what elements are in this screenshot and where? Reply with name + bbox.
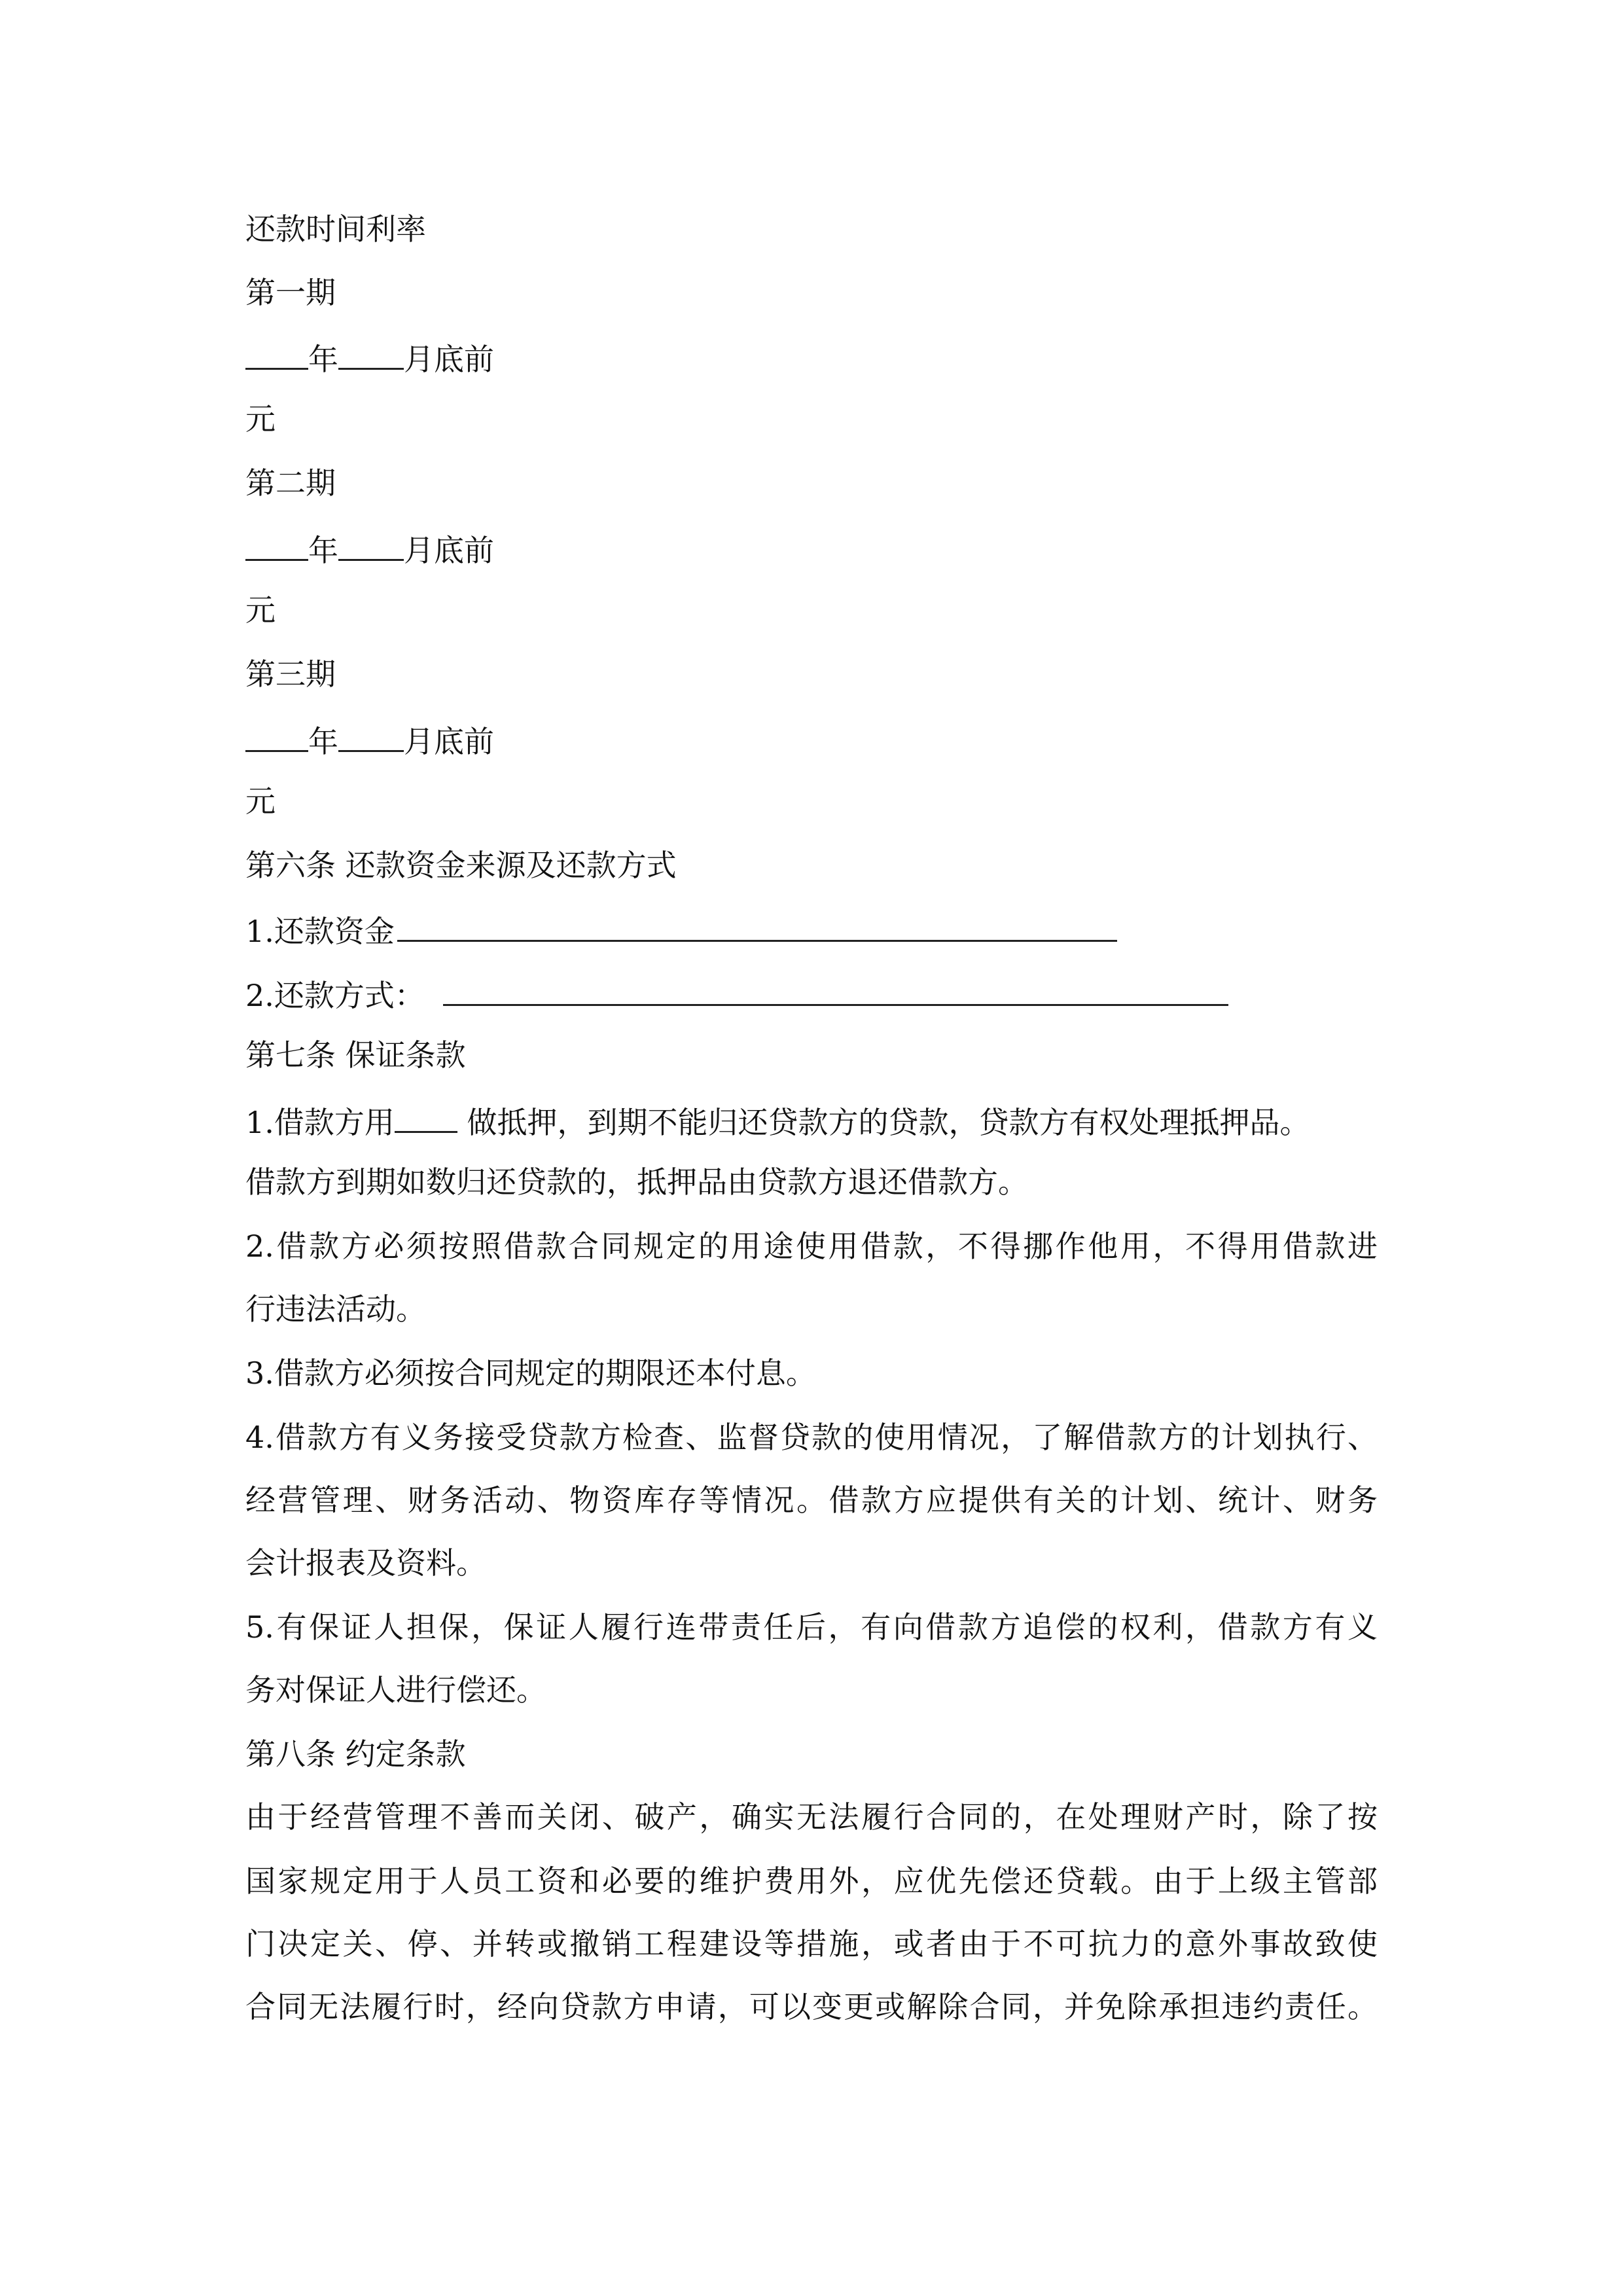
repayment-funds-label: 1.还款资金 [245, 914, 395, 949]
clause-1-text-a: 1.借款方用 [245, 1105, 395, 1140]
period-1-amount: 元 [245, 401, 276, 437]
guarantee-clause-1-cont: 借款方到期如数归还贷款的，抵押品由贷款方退还借款方。 [245, 1164, 1028, 1200]
period-1-date [245, 336, 494, 376]
year-blank [245, 528, 308, 561]
agreed-clause-line-3: 门决定关、停、并转或撤销工程建设等措施，或者由于不可抗力的意外事故致使 [245, 1926, 1378, 1962]
period-3-amount: 元 [245, 783, 276, 819]
period-3-label: 第三期 [245, 656, 336, 692]
clause-1-text-b: 做抵押，到期不能归还贷款方的贷款，贷款方有权处理抵押品。 [457, 1105, 1310, 1140]
agreed-clause-line-4: 合同无法履行时，经向贷款方申请，可以变更或解除合同，并免除承担违约责任。 [245, 1989, 1378, 2024]
month-blank [338, 528, 404, 561]
year-label: 年 [308, 533, 338, 568]
period-1-label: 第一期 [245, 275, 336, 310]
month-label: 月底前 [404, 533, 494, 568]
guarantee-clause-3: 3.借款方必须按合同规定的期限还本付息。 [245, 1355, 816, 1391]
guarantee-clause-4: 4.借款方有义务接受贷款方检查、监督贷款的使用情况，了解借款方的计划执行、 [245, 1420, 1378, 1455]
article-6-heading: 第六条 还款资金来源及还款方式 [245, 848, 677, 883]
article-8-heading: 第八条 约定条款 [245, 1736, 466, 1772]
guarantee-clause-5: 5.有保证人担保，保证人履行连带责任后，有向借款方追偿的权利，借款方有义 [245, 1609, 1378, 1645]
repayment-time-rate-heading: 还款时间利率 [245, 211, 426, 247]
guarantee-clause-4-end: 会计报表及资料。 [245, 1545, 486, 1581]
article-7-heading: 第七条 保证条款 [245, 1037, 466, 1073]
month-blank [338, 336, 404, 370]
guarantee-clause-4-cont: 经营管理、财务活动、物资库存等情况。借款方应提供有关的计划、统计、财务 [245, 1482, 1378, 1518]
repayment-funds-blank [397, 908, 1117, 942]
repayment-funds [245, 908, 1117, 948]
month-label: 月底前 [404, 724, 494, 759]
year-blank [245, 336, 308, 370]
guarantee-clause-2-cont: 行违法活动。 [245, 1291, 426, 1327]
year-blank [245, 719, 308, 752]
month-blank [338, 719, 404, 752]
guarantee-clause-5-cont: 务对保证人进行偿还。 [245, 1672, 546, 1708]
repayment-method-blank [443, 973, 1228, 1006]
guarantee-clause-2: 2.借款方必须按照借款合同规定的用途使用借款，不得挪作他用，不得用借款进 [245, 1229, 1378, 1264]
repayment-method [245, 973, 1228, 1012]
collateral-blank [395, 1100, 457, 1133]
agreed-clause-line-1: 由于经营管理不善而关闭、破产，确实无法履行合同的，在处理财产时，除了按 [245, 1799, 1378, 1835]
period-3-date [245, 719, 494, 758]
period-2-amount: 元 [245, 592, 276, 628]
period-2-date [245, 528, 494, 567]
agreed-clause-line-2: 国家规定用于人员工资和必要的维护费用外，应优先偿还贷载。由于上级主管部 [245, 1863, 1378, 1899]
month-label: 月底前 [404, 342, 494, 377]
repayment-method-label: 2.还款方式： [245, 978, 425, 1013]
period-2-label: 第二期 [245, 465, 336, 501]
year-label: 年 [308, 724, 338, 759]
guarantee-clause-1 [245, 1100, 1310, 1139]
year-label: 年 [308, 342, 338, 377]
